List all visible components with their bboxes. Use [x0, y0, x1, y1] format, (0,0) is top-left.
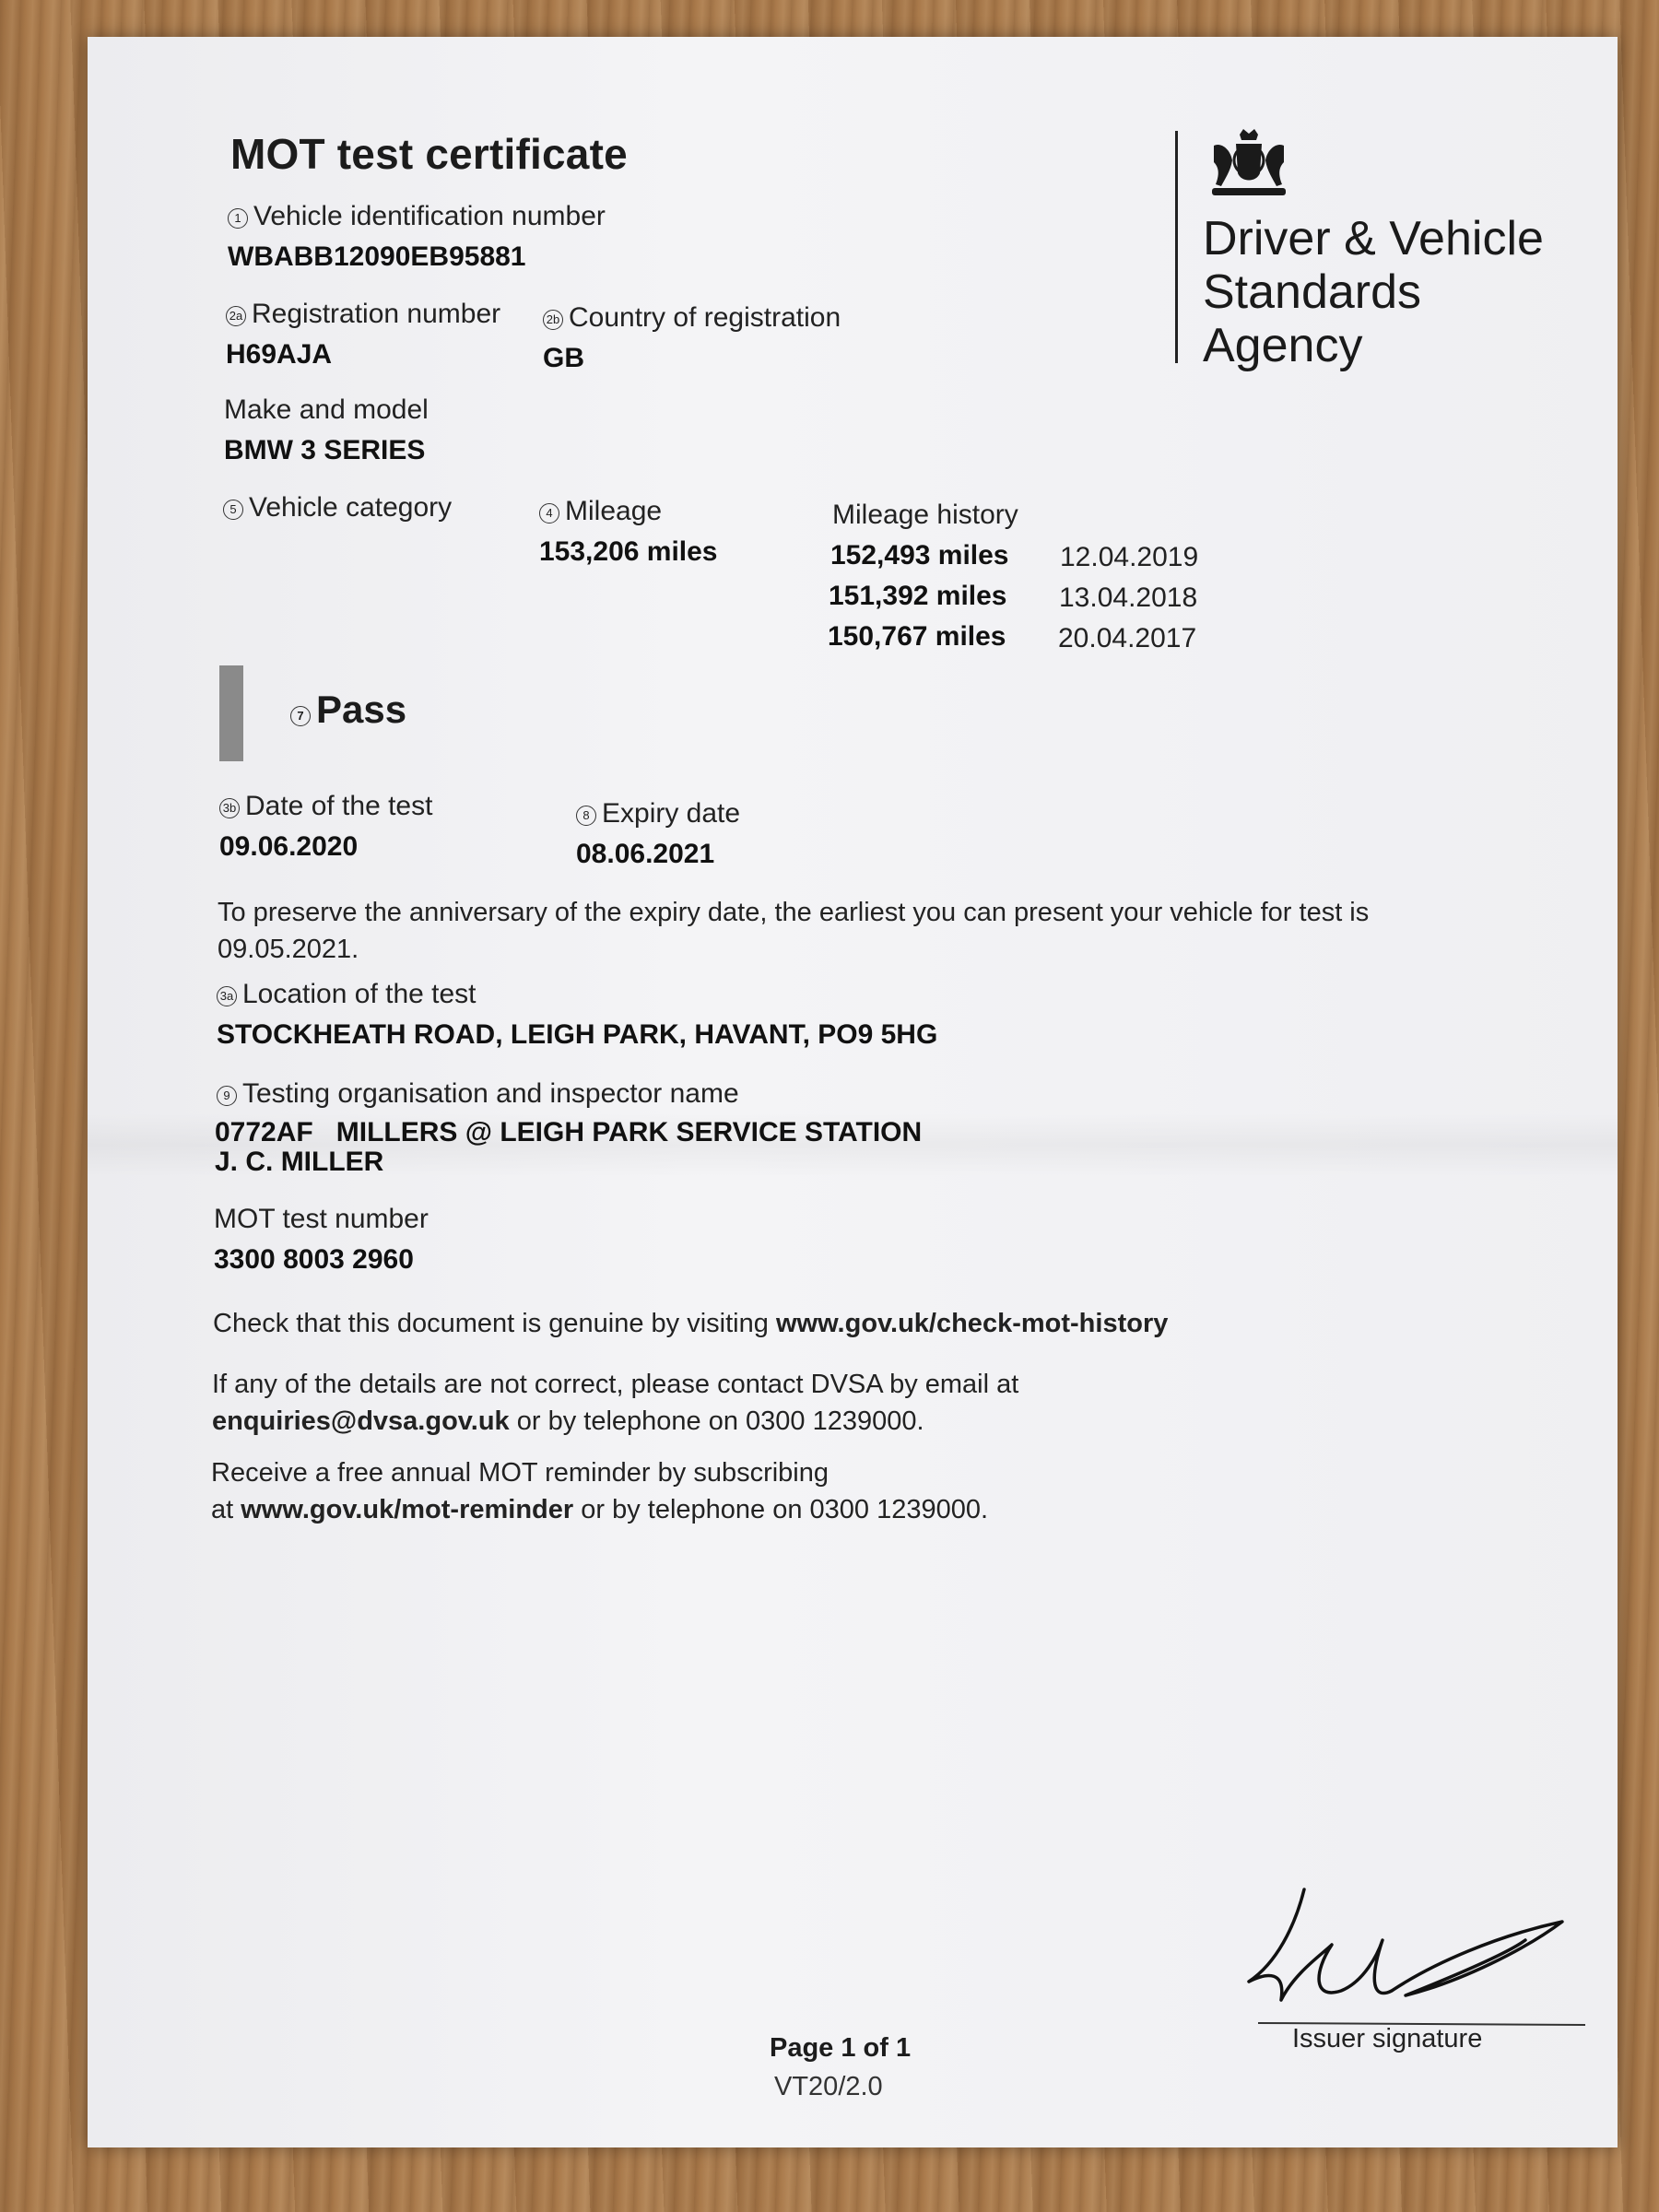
field-number: 3b	[219, 798, 240, 818]
page-number: Page 1 of 1	[770, 2033, 912, 2063]
vin-value: WBABB12090EB95881	[228, 241, 526, 272]
mileage-history-date-1: 12.04.2019	[1060, 542, 1199, 572]
issuer-signature-label: Issuer signature	[1292, 2024, 1483, 2053]
mot-reminder-link[interactable]: www.gov.uk/mot-reminder	[241, 1495, 574, 1524]
test-date-value: 09.06.2020	[219, 831, 359, 862]
field-number: 2a	[226, 306, 246, 326]
issuer-signature-icon	[1194, 1862, 1599, 2046]
field-number: 1	[228, 208, 248, 229]
mileage-history-label: Mileage history	[832, 500, 1018, 530]
dvsa-email-link[interactable]: enquiries@dvsa.gov.uk	[212, 1406, 510, 1436]
test-number-value: 3300 8003 2960	[214, 1244, 414, 1275]
registration-label: 2a Registration number	[226, 299, 500, 330]
royal-coat-of-arms-icon	[1203, 129, 1295, 205]
field-number: 3a	[217, 986, 237, 1006]
reminder-note: Receive a free annual MOT reminder by subscribing at www.gov.uk/mot-reminder or by telephone on 0300 1239000.	[211, 1458, 989, 1524]
check-genuine-note: Check that this document is genuine by visiting www.gov.uk/check-mot-history	[213, 1309, 1169, 1338]
mileage-history-miles-3: 150,767 miles	[828, 621, 1006, 652]
agency-name: Driver & Vehicle Standards Agency	[1203, 212, 1544, 372]
location-label: 3a Location of the test	[217, 979, 477, 1010]
organisation-code: 0772AF	[215, 1117, 313, 1147]
make-model-label: Make and model	[224, 394, 429, 425]
expiry-date-value: 08.06.2021	[576, 839, 715, 869]
vehicle-category-label: 5 Vehicle category	[223, 492, 452, 524]
field-number: 2b	[543, 310, 563, 330]
expiry-date-label: 8 Expiry date	[576, 798, 740, 830]
mileage-label: 4 Mileage	[539, 496, 662, 527]
check-mot-history-link[interactable]: www.gov.uk/check-mot-history	[775, 1309, 1169, 1338]
anniversary-note: To preserve the anniversary of the expiry date, the earliest you can present your vehicle for test is 09.05.2021.	[218, 898, 1370, 964]
field-number: 9	[217, 1086, 237, 1106]
field-number: 4	[539, 503, 559, 524]
agency-divider	[1175, 131, 1178, 363]
mileage-history-miles-1: 152,493 miles	[830, 540, 1009, 571]
vin-label: 1 Vehicle identification number	[228, 201, 606, 232]
mot-certificate-page	[88, 37, 1618, 2147]
organisation-value	[215, 1117, 922, 1148]
form-code: VT20/2.0	[774, 2072, 883, 2101]
mileage-value: 153,206 miles	[539, 536, 718, 567]
certificate-title: MOT test certificate	[230, 130, 628, 178]
registration-value: H69AJA	[226, 339, 333, 370]
organisation-label: 9 Testing organisation and inspector name	[217, 1078, 739, 1110]
organisation-name: MILLERS @ LEIGH PARK SERVICE STATION	[335, 1117, 923, 1147]
contact-note: If any of the details are not correct, please contact DVSA by email at enquiries@dvsa.gov.uk or by telephone on 0300 1239000.	[212, 1370, 1019, 1436]
field-number: 5	[223, 500, 243, 520]
pass-indicator-bar	[219, 665, 243, 761]
mileage-history-miles-2: 151,392 miles	[829, 581, 1007, 611]
test-number-label: MOT test number	[214, 1204, 429, 1234]
mileage-history-date-3: 20.04.2017	[1058, 623, 1197, 653]
test-result: 7 Pass	[290, 688, 406, 732]
mileage-history-date-2: 13.04.2018	[1059, 582, 1198, 613]
country-value: GB	[543, 343, 584, 373]
test-date-label: 3b Date of the test	[219, 791, 432, 822]
location-value: STOCKHEATH ROAD, LEIGH PARK, HAVANT, PO9 5HG	[217, 1019, 938, 1050]
country-label: 2b Country of registration	[543, 302, 841, 334]
make-model-value: BMW 3 SERIES	[224, 435, 426, 465]
field-number: 7	[290, 706, 311, 726]
field-number: 8	[576, 806, 596, 826]
inspector-name: J. C. MILLER	[215, 1147, 384, 1177]
